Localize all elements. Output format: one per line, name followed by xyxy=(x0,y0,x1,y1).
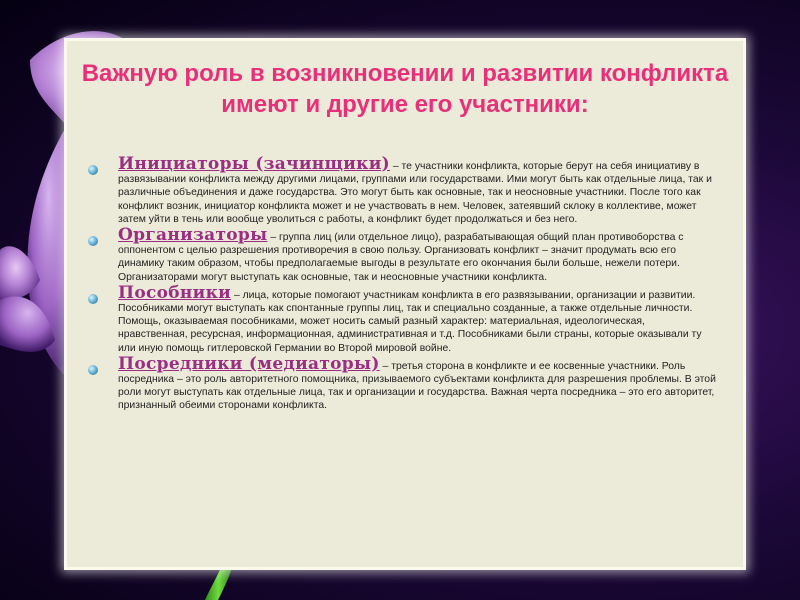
bullet-list xyxy=(88,154,716,416)
term-organizers: Организаторы xyxy=(118,225,268,246)
term-initiators: Инициаторы (зачинщики) xyxy=(118,154,390,174)
list-item-accomplices xyxy=(88,282,716,355)
definition-organizers: – группа лиц (или отдельное лицо), разрабатывающая общий план противоборства с оппонентом с целью разрешения противоречия в свою пользу. Организовать конфликт – значит продумать всю его динамику таким образом, чтобы предполагаемые выгоды в результате его окончания были больше, нежели потери. Организаторами могут выступать как основные, так и неосновные участники конфликта. xyxy=(118,232,684,283)
sphere-bullet-icon xyxy=(88,365,98,375)
definition-initiators: – те участники конфликта, которые берут на себя инициативу в развязывании конфликта между другими лицами, группами или государствами. Ими могут быть как отдельные лица, так и различные объединения и даже государства. Это могут быть как основные, так и неосновные участники. После того как конфликт возник, инициатор конфликта может и не участвовать в нем. Человек, затеявший склоку в коллективе, может затем уйти в тень или вообще уволиться с работы, а конфликт будет продолжаться и без него. xyxy=(118,161,712,225)
definition-accomplices: – лица, которые помогают участникам конфликта в его развязывании, организации и развитии. Пособниками могут выступать как спонтанные группы лиц, так и специально созданные, а также отдельные личности. Помощь, оказываемая пособниками, может носить самый разный характер: материальная, идеологическая, нравственная, ресурсная, информационная, административная и т.д. Пособниками были страны, которые оказывали ту или иную помощь гитлеровской Германии во Второй мировой войне. xyxy=(118,289,702,354)
list-item-body xyxy=(118,282,716,355)
sphere-bullet-icon xyxy=(88,294,98,304)
list-item-body xyxy=(118,154,716,226)
list-item-body xyxy=(118,225,716,284)
list-item-mediators xyxy=(88,353,716,413)
term-accomplices: Пособники xyxy=(118,282,232,303)
term-mediators: Посредники (медиаторы) xyxy=(118,353,380,374)
list-item-initiators xyxy=(88,154,716,226)
sphere-bullet-icon xyxy=(88,236,98,246)
definition-mediators: – третья сторона в конфликте и ее косвенные участники. Роль посредника – это роль авторитетного помощника, призываемого субъектами конфликта для разрешения проблемы. В этой роли могут выступать как отдельные лица, так и организации и государства. Важная черта посредника – это его авторитет, признанный обеими сторонами конфликта. xyxy=(118,360,716,412)
list-item-organizers xyxy=(88,225,716,284)
list-item-body xyxy=(118,353,716,413)
slide-title: Важную роль в возникновении и развитии конфликта имеют и другие его участники: xyxy=(81,60,729,118)
sphere-bullet-icon xyxy=(88,165,98,175)
